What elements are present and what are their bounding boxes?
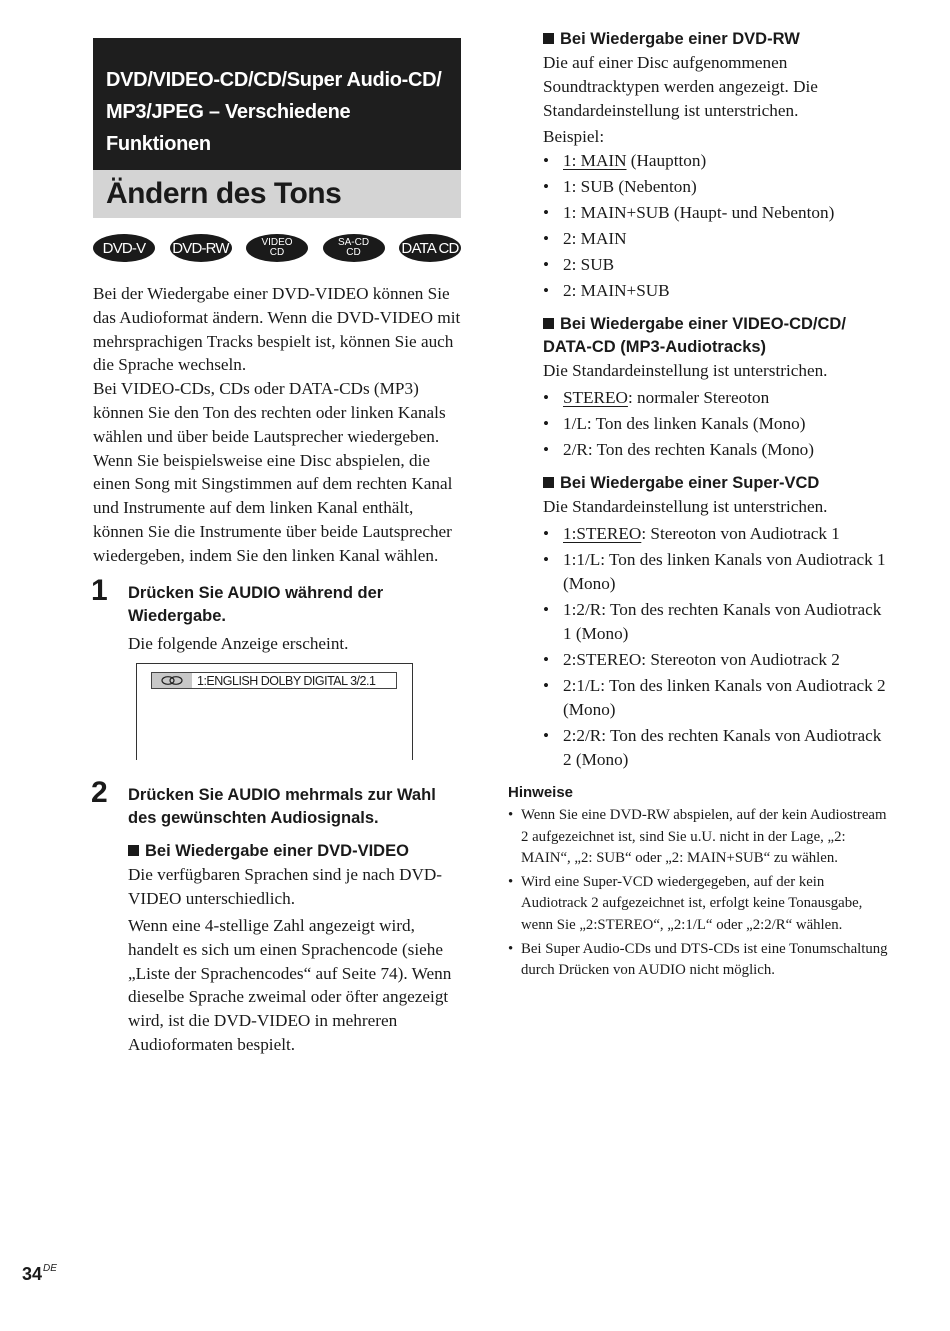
right-column [543,28,888,774]
svcd-text: Die Standardeinstellung ist unterstrichen. [543,496,828,516]
audio-display-bar [151,672,397,689]
step-1 [91,573,461,761]
step-1-heading: Drücken Sie AUDIO während der Wiedergabe. [128,583,384,625]
sa-cd-badge: SA-CD CD [323,234,385,262]
dvd-video-paragraph-2: Wenn eine 4-stellige Zahl angezeigt wird, handelt es sich um einen Sprachencode (siehe „Liste der Sprachencodes“ auf Seite 74). Wenn dieselbe Sprache zweimal oder öfter angezeigt wird, ist die DVD-VIDEO in mehreren Audioformaten bespielt. [128,915,452,1054]
intro-text [93,282,461,568]
step-1-number: 1 [91,573,108,607]
left-column [93,38,461,1057]
dvd-rw-options-list [543,149,888,303]
audio-icon [152,673,192,688]
list-item: • 1:1/L: Ton des linken Kanals von Audiotrack 1 (Mono) [543,548,888,596]
square-bullet-icon [128,845,139,856]
svcd-options-list [543,522,888,772]
square-bullet-icon [543,33,554,44]
list-item: • STEREO: normaler Stereoton [543,386,888,410]
list-item: • 1:2/R: Ton des rechten Kanals von Audiotrack 1 (Mono) [543,598,888,646]
section-header-line2: MP3/JPEG – Verschiedene Funktionen [106,101,351,155]
note-item: • Wird eine Super-VCD wiedergegeben, auf der kein Audiotrack 2 aufgezeichnet ist, erfolgt keine Tonausgabe, wenn Sie „2:STEREO“, „2:1/L“ oder „2:2/R“ wählen. [508,872,888,937]
note-item: • Wenn Sie eine DVD-RW abspielen, auf der kein Audiostream 2 aufgezeichnet ist, sind Sie u.U. nicht in der Lage, „2: MAIN“, „2: SUB“ oder „2: MAIN+SUB“ zu wählen. [508,805,888,870]
intro-paragraph-1: Bei der Wiedergabe einer DVD-VIDEO können Sie das Audioformat ändern. Wenn die DVD-VIDEO mit mehrsprachigen Tracks bespielt ist, können Sie auch die Sprache wechseln. [93,284,461,375]
list-item: • 1:STEREO: Stereoton von Audiotrack 1 [543,522,888,546]
svcd-subheading: Bei Wiedergabe einer Super-VCD [543,472,888,495]
page-number-suffix: DE [43,1263,57,1274]
square-bullet-icon [543,318,554,329]
intro-paragraph-2: Bei VIDEO-CDs, CDs oder DATA-CDs (MP3) können Sie den Ton des rechten oder linken Kanals wählen und über beide Lautsprecher wiedergeben. Wenn Sie beispielsweise eine Disc abspielen, die einen Song mit Singstimmen auf dem rechten Kanal und Instrumente auf dem linken Kanal enthält, können Sie die Instrumente über beide Lautsprecher wiedergeben, indem Sie den linken Kanal wählen. [93,379,453,565]
square-bullet-icon [543,477,554,488]
dvd-video-paragraph-1: Die verfügbaren Sprachen sind je nach DVD-VIDEO unterschiedlich. [128,865,443,909]
list-item: • 2: SUB [543,253,888,277]
list-item: • 1: SUB (Nebenton) [543,175,888,199]
dvd-video-subheading: Bei Wiedergabe einer DVD-VIDEO [128,840,461,863]
vcd-subheading: Bei Wiedergabe einer VIDEO-CD/CD/ DATA-CD (MP3-Audiotracks) [543,315,846,357]
section-header [93,38,461,170]
list-item: • 2/R: Ton des rechten Kanals (Mono) [543,438,888,462]
step-2-number: 2 [91,776,108,810]
list-item: • 2:1/L: Ton des linken Kanals von Audiotrack 2 (Mono) [543,674,888,722]
list-item: • 2:STEREO: Stereoton von Audiotrack 2 [543,648,888,672]
dvd-v-badge: DVD-V [93,234,155,262]
vcd-text: Die Standardeinstellung ist unterstrichen. [543,361,828,381]
notes-title: Hinweise [508,784,574,801]
list-item: • 2: MAIN [543,227,888,251]
audio-display-text: 1:ENGLISH DOLBY DIGITAL 3/2.1 [197,673,376,688]
note-item: • Bei Super Audio-CDs und DTS-CDs ist eine Tonumschaltung durch Drücken von AUDIO nicht möglich. [508,939,888,982]
page-number: 34DE [22,1263,57,1284]
list-item: • 1: MAIN+SUB (Haupt- und Nebenton) [543,201,888,225]
dvd-rw-subheading: Bei Wiedergabe einer DVD-RW [543,28,888,51]
page-title: Ändern des Tons [93,170,461,218]
list-item: • 2:2/R: Ton des rechten Kanals von Audiotrack 2 (Mono) [543,724,888,772]
notes-list [508,805,888,982]
step-2-heading: Drücken Sie AUDIO mehrmals zur Wahl des gewünschten Audiosignals. [128,786,436,828]
list-item: • 2: MAIN+SUB [543,279,888,303]
dvd-rw-example-label: Beispiel: [543,127,605,147]
dvd-rw-badge: DVD-RW [170,234,232,262]
data-cd-badge: DATA CD [399,234,461,262]
vcd-options-list [543,386,888,462]
dvd-rw-text: Die auf einer Disc aufgenommenen Soundtracktypen werden angezeigt. Die Standardeinstellung ist unterstrichen. [543,53,818,120]
video-cd-badge: VIDEO CD [246,234,308,262]
section-header-line1: DVD/VIDEO-CD/CD/Super Audio-CD/ [106,69,442,91]
display-screen [136,663,413,760]
step-2 [91,776,461,1056]
notes-section [508,784,888,984]
list-item: • 1: MAIN (Hauptton) [543,149,888,173]
disc-type-badges [93,234,461,262]
step-1-text: Die folgende Anzeige erscheint. [128,633,349,653]
list-item: • 1/L: Ton des linken Kanals (Mono) [543,412,888,436]
